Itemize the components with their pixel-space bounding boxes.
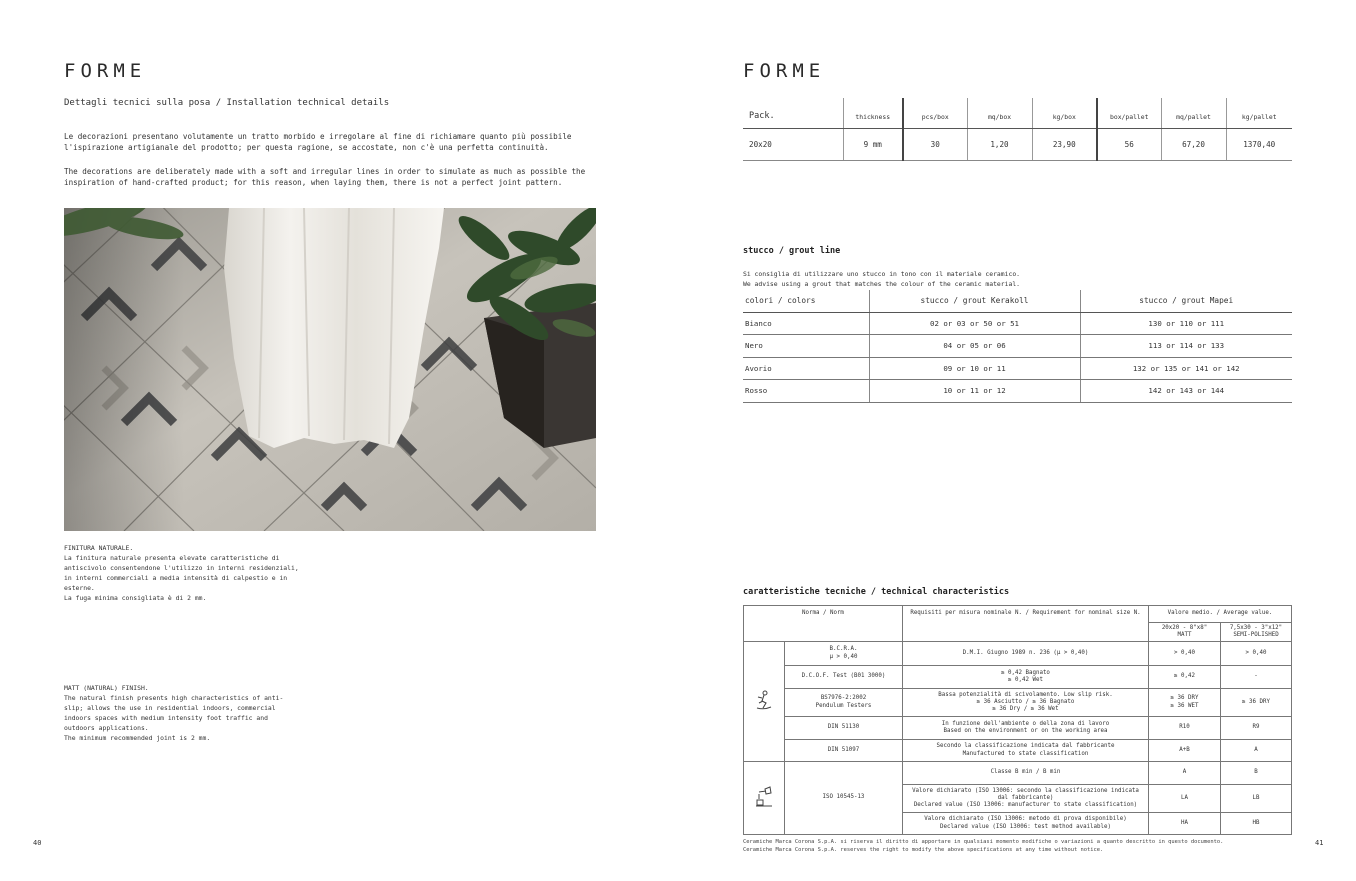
packaging-data-row — [743, 128, 1292, 160]
grout-row — [743, 312, 1292, 335]
requirement-cell: In funzione dell'ambiente o della zona di lavoro Based on the environment or on the working area — [903, 717, 1149, 740]
grout-row — [743, 380, 1292, 403]
tech-header-row — [744, 606, 1292, 623]
mapei-cell: 142 or 143 or 144 — [1080, 380, 1292, 403]
kg-pallet-cell: 1370,40 — [1226, 128, 1292, 160]
right-page-number: 41 — [1315, 839, 1324, 847]
value-7x30-cell: > 0,40 — [1221, 642, 1292, 666]
colors-header: colori / colors — [743, 290, 869, 312]
grout-note: Si consiglia di utilizzare uno stucco in tono con il materiale ceramico. We advise using a grout that matches the colour of the ceramic material. — [743, 270, 1021, 288]
tech-row — [744, 717, 1292, 740]
pack-size-cell: 20x20 — [743, 128, 843, 160]
kg-box-header: kg/box — [1032, 98, 1097, 128]
tech-row — [744, 689, 1292, 717]
packaging-table — [743, 98, 1292, 161]
box-pallet-header: box/pallet — [1097, 98, 1161, 128]
value-20x20-cell: ≥ 0,42 — [1149, 666, 1221, 689]
size-20x20-header: 20x20 - 8"x8" MATT — [1149, 623, 1221, 642]
grout-table — [743, 290, 1292, 403]
left-brand-title: FORME — [64, 60, 147, 82]
norm-cell: B.C.R.A. μ > 0,40 — [785, 642, 903, 666]
kerakoll-cell: 04 or 05 or 06 — [869, 335, 1080, 358]
kerakoll-header: stucco / grout Kerakoll — [869, 290, 1080, 312]
packaging-header-row — [743, 98, 1292, 128]
grout-header-row — [743, 290, 1292, 312]
value-7x30-cell: LB — [1221, 785, 1292, 813]
requirement-cell: Valore dichiarato (ISO 13006: metodo di prova disponibile) Declared value (ISO 13006: test method available) — [903, 813, 1149, 835]
norm-cell: DIN 51130 — [785, 717, 903, 740]
right-brand-title: FORME — [743, 60, 826, 82]
tech-row — [744, 642, 1292, 666]
kerakoll-cell: 09 or 10 or 11 — [869, 357, 1080, 380]
box-pallet-cell: 56 — [1097, 128, 1161, 160]
grout-row — [743, 335, 1292, 358]
mapei-cell: 113 or 114 or 133 — [1080, 335, 1292, 358]
tech-row — [744, 666, 1292, 689]
requirement-cell: Secondo la classificazione indicata dal fabbricante Manufactured to state classification — [903, 740, 1149, 762]
mapei-cell: 132 or 135 or 141 or 142 — [1080, 357, 1292, 380]
left-subtitle: Dettagli tecnici sulla posa / Installation technical details — [64, 98, 390, 108]
kg-box-cell: 23,90 — [1032, 128, 1097, 160]
value-20x20-cell: > 0,40 — [1149, 642, 1221, 666]
thickness-header: thickness — [843, 98, 903, 128]
requirement-cell: ≥ 0,42 Bagnato ≥ 0,42 Wet — [903, 666, 1149, 689]
legal-footer: Ceramiche Marca Corona S.p.A. si riserva il diritto di apportare in qualsiasi momento modifiche o variazioni a quanto descritto in questo documento. Ceramiche Marca Corona S.p.A. reserves the right to modify the above specifications at any time without notice. — [743, 839, 1224, 853]
color-name-cell: Nero — [743, 335, 869, 358]
pcs-box-header: pcs/box — [903, 98, 967, 128]
value-7x30-cell: R9 — [1221, 717, 1292, 740]
color-name-cell: Avorio — [743, 357, 869, 380]
grout-row — [743, 357, 1292, 380]
intro-italian: Le decorazioni presentano volutamente un tratto morbido e irregolare al fine di richiamare quanto più possibile l'ispirazione artigianale del prodotto; per questa ragione, se accostate, non c'è una perfetta continuità. — [64, 132, 572, 152]
norm-cell: DIN 51097 — [785, 740, 903, 762]
requirement-cell: Classe B min / B min — [903, 762, 1149, 785]
requirement-cell: D.M.I. Giugno 1989 n. 236 (μ > 0,40) — [903, 642, 1149, 666]
finish-description-italian: FINITURA NATURALE. La finitura naturale presenta elevate caratteristiche di antiscivolo consentendone l'utilizzo in interni residenziali, in interni commerciali a media intensità di calpestio e in esterne. La fuga minima consigliata è di 2 mm. — [64, 544, 299, 602]
mq-box-cell: 1,20 — [967, 128, 1032, 160]
left-page-number: 40 — [33, 839, 42, 847]
value-7x30-cell: HB — [1221, 813, 1292, 835]
value-7x30-cell: A — [1221, 740, 1292, 762]
mq-box-header: mq/box — [967, 98, 1032, 128]
norm-header: Norma / Norm — [744, 606, 903, 642]
finish-description-english: MATT (NATURAL) FINISH. The natural finish presents high characteristics of anti- slip; allows the use in residential indoors, commercial indoors spaces with medium intensity foot traffic and outdoors applications. The minimum recommended joint is 2 mm. — [64, 684, 284, 742]
chemical-norm-cell: ISO 10545-13 — [785, 762, 903, 835]
intro-english: The decorations are deliberately made with a soft and irregular lines in order to simulate as much as possible the inspiration of hand-crafted product; for this reason, when laying them, there is not a perfect joint pattern. — [64, 167, 586, 187]
color-name-cell: Rosso — [743, 380, 869, 403]
grout-section-title: stucco / grout line — [743, 246, 841, 256]
thickness-cell: 9 mm — [843, 128, 903, 160]
requirement-cell: Valore dichiarato (ISO 13006: secondo la classificazione indicata dal fabbricante) Declared value (ISO 13006: manufacturer to state classification) — [903, 785, 1149, 813]
mapei-header: stucco / grout Mapei — [1080, 290, 1292, 312]
pack-header: Pack. — [743, 98, 843, 128]
kerakoll-cell: 02 or 03 or 50 or 51 — [869, 312, 1080, 335]
size-7x30-header: 7,5x30 - 3"x12" SEMI-POLISHED — [1221, 623, 1292, 642]
value-7x30-cell: B — [1221, 762, 1292, 785]
slip-icon-cell — [744, 642, 785, 762]
norm-cell: BS7976-2:2002 Pendulum Testers — [785, 689, 903, 717]
tech-row — [744, 740, 1292, 762]
color-name-cell: Bianco — [743, 312, 869, 335]
slip-resistance-icon — [755, 706, 773, 712]
value-20x20-cell: R10 — [1149, 717, 1221, 740]
mq-pallet-header: mq/pallet — [1161, 98, 1226, 128]
chemical-resistance-icon — [755, 803, 773, 809]
value-7x30-cell: - — [1221, 666, 1292, 689]
technical-table — [743, 605, 1292, 835]
value-7x30-cell: ≥ 36 DRY — [1221, 689, 1292, 717]
value-20x20-cell: ≥ 36 DRY ≥ 36 WET — [1149, 689, 1221, 717]
tech-section-title: caratteristiche tecniche / technical characteristics — [743, 587, 1010, 597]
kg-pallet-header: kg/pallet — [1226, 98, 1292, 128]
requirement-cell: Bassa potenzialità di scivolamento. Low slip risk. ≥ 36 Asciutto / ≥ 36 Bagnato ≥ 36 Dry / ≥ 36 Wet — [903, 689, 1149, 717]
mq-pallet-cell: 67,20 — [1161, 128, 1226, 160]
tech-row — [744, 762, 1292, 785]
value-20x20-cell: HA — [1149, 813, 1221, 835]
value-20x20-cell: A — [1149, 762, 1221, 785]
value-20x20-cell: LA — [1149, 785, 1221, 813]
mapei-cell: 130 or 110 or 111 — [1080, 312, 1292, 335]
floor-tile-photo — [64, 208, 596, 531]
pcs-box-cell: 30 — [903, 128, 967, 160]
average-value-header: Valore medio. / Average value. — [1149, 606, 1292, 623]
requirement-header: Requisiti per misura nominale N. / Requirement for nominal size N. — [903, 606, 1149, 642]
value-20x20-cell: A+B — [1149, 740, 1221, 762]
chemical-icon-cell — [744, 762, 785, 835]
norm-cell: D.C.O.F. Test (B01 3000) — [785, 666, 903, 689]
kerakoll-cell: 10 or 11 or 12 — [869, 380, 1080, 403]
